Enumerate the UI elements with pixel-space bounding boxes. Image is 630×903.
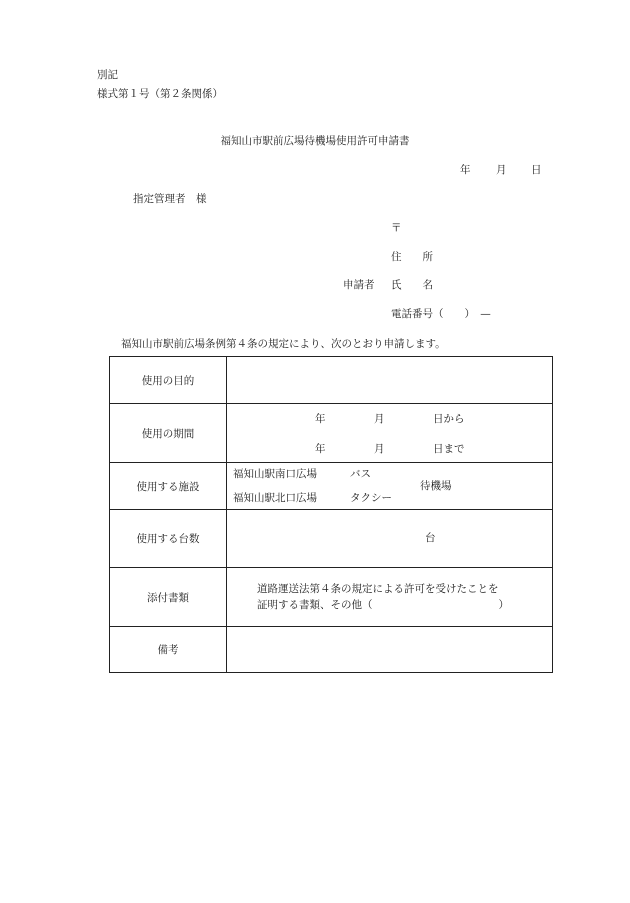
name-label: 氏 名 [391,279,433,291]
betsuki-label: 別記 [97,69,118,81]
vehicles-label: 使用する台数 [110,510,227,568]
address-label: 住 所 [391,251,433,263]
purpose-field[interactable] [227,357,553,404]
application-table [109,356,553,673]
facility-field[interactable] [227,463,553,510]
row-purpose [110,357,553,404]
remarks-field[interactable] [227,627,553,673]
addressee-label: 指定管理者 様 [133,193,207,205]
attachments-line-2: 証明する書類、その他（ ） [257,599,509,611]
purpose-label: 使用の目的 [110,357,227,404]
intro-statement: 福知山市駅前広場条例第４条の規定により、次のとおり申請します。 [121,338,446,350]
period-label: 使用の期間 [110,404,227,463]
period-field[interactable] [227,404,553,463]
form-title: 福知山市駅前広場待機場使用許可申請書 [220,135,410,147]
date-month-label: 月 [496,164,507,176]
applicant-role-label: 申請者 [343,279,375,291]
facility-taxi-option: タクシー [350,492,392,504]
date-day-label: 日 [531,164,542,176]
facility-waiting-area: 待機場 [420,480,452,492]
row-facility [110,463,553,510]
form-number-label: 様式第１号（第２条関係） [97,88,223,100]
attachments-field [227,568,553,627]
period-to-year: 年 [315,443,326,455]
period-to-month: 月 [374,443,385,455]
period-from-year: 年 [315,413,326,425]
vehicles-field[interactable] [227,510,553,568]
period-from-month: 月 [374,413,385,425]
remarks-label: 備考 [110,627,227,673]
attachments-label: 添付書類 [110,568,227,627]
attachments-line-1: 道路運送法第４条の規定による許可を受けたことを [257,583,499,595]
period-from-suffix: 日から [433,413,465,425]
row-period [110,404,553,463]
facility-north-plaza: 福知山駅北口広場 [233,492,317,504]
row-vehicles [110,510,553,568]
row-remarks [110,627,553,673]
vehicles-unit: 台 [425,532,436,544]
facility-label: 使用する施設 [110,463,227,510]
facility-bus-option: バス [350,468,371,480]
period-to-suffix: 日まで [433,443,465,455]
date-year-label: 年 [460,164,471,176]
postal-mark: 〒 [391,222,402,234]
facility-south-plaza: 福知山駅南口広場 [233,468,317,480]
row-attachments [110,568,553,627]
phone-label: 電話番号（ ） — [391,308,491,320]
